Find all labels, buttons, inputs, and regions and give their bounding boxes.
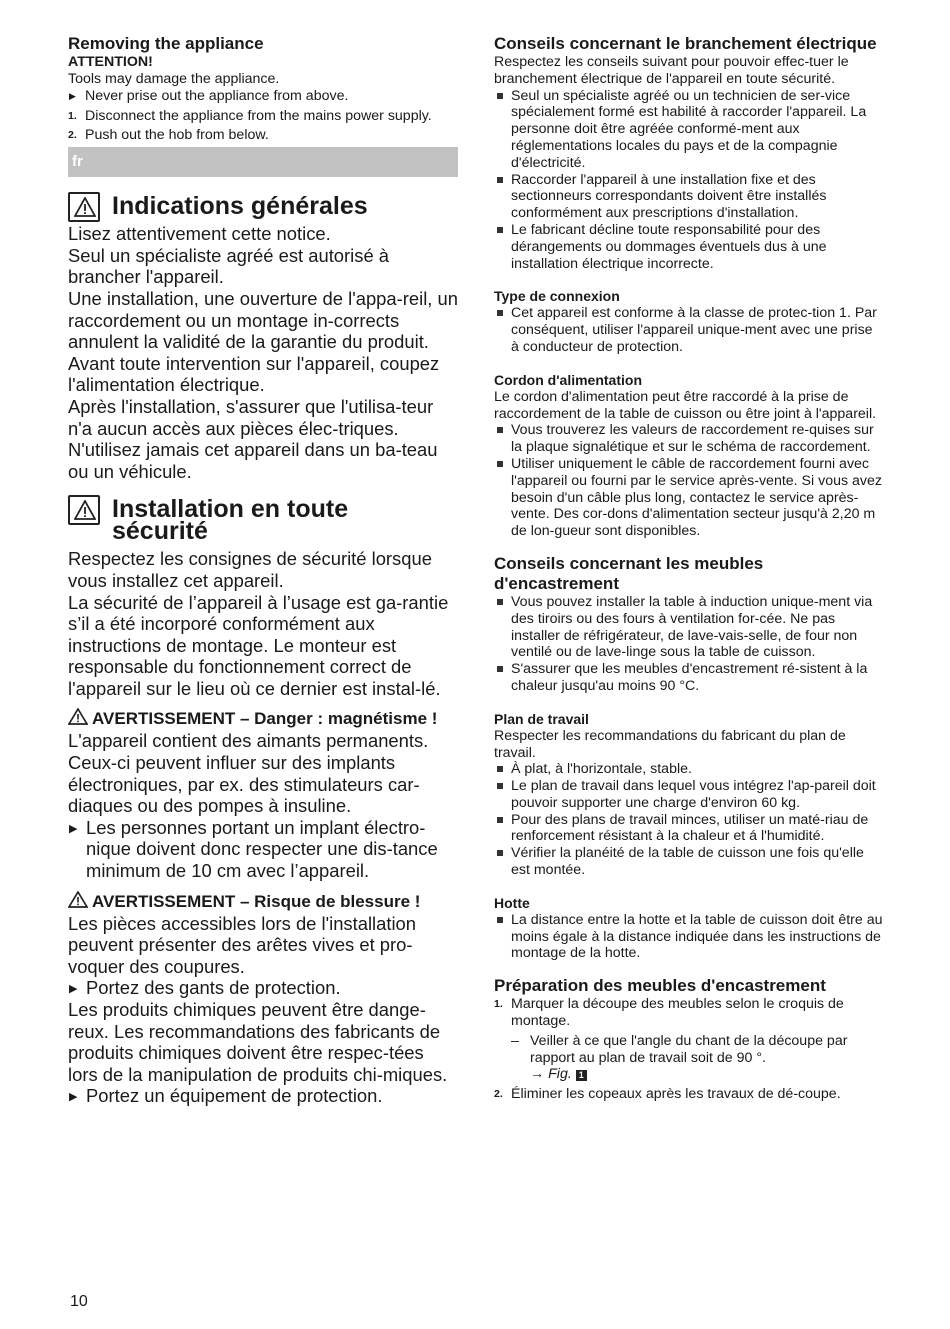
page-number: 10 xyxy=(70,1293,88,1310)
safe-install-title-line1: Installation en toute xyxy=(112,495,349,524)
general-title-text: Indications générales xyxy=(112,192,368,221)
meubles-title: Conseils concernant les meubles d'encastrement xyxy=(494,553,764,593)
list-item: Lisez attentivement cette notice. xyxy=(68,223,331,245)
removing-steps xyxy=(68,108,458,145)
language-bar: fr xyxy=(68,147,458,177)
triangle-right-icon: ▶ xyxy=(69,90,76,101)
paragraph: L'appareil contient des aimants permanents. Ceux-ci peuvent influer sur des implants électroniques, par ex. des stimulateurs car-diaques ou des pompes à insuline. xyxy=(68,730,429,817)
meubles-list xyxy=(494,594,884,695)
paragraph: La sécurité de l’appareil à l’usage est ga-rantie s’il a été incorporé conformément aux instructions de montage. Le monteur est responsable du fonctionnement correct de l'appareil sur le lieu où ce dernier est instal-lé. xyxy=(68,591,449,699)
list-item: Raccorder l'appareil à une installation fixe et des sectionneurs correspondants doivent être installés conformément aux prescriptions d'installation. xyxy=(494,172,884,222)
safe-install-body xyxy=(68,548,458,699)
removing-title: Removing the appliance xyxy=(68,34,264,53)
list-item: Le plan de travail dans lequel vous intégrez l'ap-pareil doit pouvoir supporter une charge d'environ 60 kg. xyxy=(494,778,884,812)
list-item: N'utilisez jamais cet appareil dans un ba-teau ou un véhicule. xyxy=(68,439,438,482)
substep-text: Veiller à ce que l'angle du chant de la découpe par rapport au plan de travail soit de 90 °. xyxy=(530,1032,848,1066)
safe-install-title xyxy=(68,495,458,546)
step-number: 2. xyxy=(494,1088,503,1101)
cordon-title: Cordon d'alimentation xyxy=(494,371,642,388)
list-item: Seul un spécialiste agréé est autorisé à brancher l'appareil. xyxy=(68,244,390,288)
step-number: 2. xyxy=(68,129,77,142)
prep-substep xyxy=(494,1033,884,1083)
warning-triangle-icon xyxy=(68,891,88,913)
warning-magnetism-heading xyxy=(68,708,458,730)
instruction-text: Les personnes portant un implant électro-nique doivent donc respecter une dis-tance minimum de 10 cm avec l’appareil. xyxy=(86,816,438,882)
warning-injury-heading xyxy=(68,891,458,913)
step-item xyxy=(494,1086,884,1103)
tools-warning: Tools may damage the appliance. xyxy=(68,71,280,87)
instruction xyxy=(68,977,458,999)
left-column xyxy=(68,34,458,1107)
arrow-right-icon: → xyxy=(530,1066,545,1083)
paragraph: Les produits chimiques peuvent être dange-reux. Les recommandations des fabricants de produits chimiques doivent être respec-tées lors de la manipulation de produits chi-miques. xyxy=(68,999,448,1085)
elec-title: Conseils concernant le branchement électrique xyxy=(494,34,877,53)
step-text: Éliminer les copeaux après les travaux de dé-coupe. xyxy=(511,1086,841,1103)
step-number: 1. xyxy=(68,109,77,122)
list-item: Pour des plans de travail minces, utiliser un maté-riau de renforcement résistant à la chaleur et á l'humidité. xyxy=(494,812,884,846)
plan-intro: Respecter les recommandations du fabricant du plan de travail. xyxy=(494,727,846,761)
list-item: Le fabricant décline toute responsabilité pour des dérangements ou dommages éventuels dus à une installation électrique incorrecte. xyxy=(494,222,884,272)
paragraph: Les pièces accessibles lors de l'installation peuvent présenter des arêtes vives et pro-voquer des coupures. xyxy=(68,912,417,977)
hotte-list xyxy=(494,912,884,962)
instruction-text: Portez des gants de protection. xyxy=(86,977,341,999)
paragraph: Respectez les consignes de sécurité lorsque vous installez cet appareil. xyxy=(68,548,432,591)
elec-list xyxy=(494,88,884,273)
general-title xyxy=(68,192,458,221)
list-item: Après l'installation, s'assurer que l'utilisa-teur n'a aucun accès aux pièces élec-triques. xyxy=(68,395,434,439)
list-item: Avant toute intervention sur l'appareil, coupez l'alimentation électrique. xyxy=(68,352,440,396)
triangle-right-icon: ▶ xyxy=(69,983,78,996)
cordon-intro: Le cordon d'alimentation peut être raccordé à la prise de raccordement de la table de cuisson ou être joint à l'appareil. xyxy=(494,388,877,422)
warning-magnetism-body xyxy=(68,730,458,881)
warning-triangle-icon xyxy=(68,708,88,730)
prep-title: Préparation des meubles d'encastrement xyxy=(494,976,826,996)
step-number: 1. xyxy=(494,998,503,1011)
fig-label: Fig. xyxy=(548,1066,572,1083)
list-item: La distance entre la hotte et la table de cuisson doit être au moins égale à la distance indiquée dans les instructions de montage de la hotte. xyxy=(494,912,884,962)
instruction xyxy=(68,817,458,882)
list-item: Seul un spécialiste agréé ou un technicien de ser-vice spécialement formé est habilité à raccorder l'appareil. La personne doit être agréée conformé-ment aux réglementations locales du pays et de la compagnie d'électricité. xyxy=(494,88,884,172)
list-item: S'assurer que les meubles d'encastrement ré-sistent à la chaleur jusqu'au moins 90 °C. xyxy=(494,661,884,695)
attention-label: ATTENTION! xyxy=(68,54,153,70)
hotte-title: Hotte xyxy=(494,894,530,911)
list-item: Vérifier la planéité de la table de cuisson une fois qu'elle est montée. xyxy=(494,845,884,879)
list-item: À plat, à l'horizontale, stable. xyxy=(494,761,884,778)
plan-title: Plan de travail xyxy=(494,710,589,727)
cordon-list xyxy=(494,422,884,540)
warning-icon xyxy=(68,495,100,525)
list-item: Utiliser uniquement le câble de raccordement fourni avec l'appareil ou fourni par le service après-vente. Si vous avez besoin d'un câble plus long, contactez le service après-vente. Des cor-dons d'alimentation secteur jusqu'à 2,20 m de lon-gueur sont disponibles. xyxy=(494,456,884,540)
figure-reference xyxy=(530,1066,884,1083)
step-text: Push out the hob from below. xyxy=(85,127,269,144)
right-column xyxy=(494,34,884,1103)
step-text: Disconnect the appliance from the mains power supply. xyxy=(85,107,432,124)
warning-icon xyxy=(68,192,100,222)
safe-install-title-line2: sécurité xyxy=(112,517,208,546)
list-item: Une installation, une ouverture de l'appa-reil, un raccordement ou un montage in-corrects annulent la validité de la garantie du produit. xyxy=(68,287,458,353)
plan-list xyxy=(494,761,884,879)
step-text: Marquer la découpe des meubles selon le croquis de montage. xyxy=(511,996,844,1030)
figure-number-badge: 1 xyxy=(576,1070,587,1081)
instruction-text: Never prise out the appliance from above. xyxy=(85,87,349,104)
connexion-title: Type de connexion xyxy=(494,288,620,305)
list-item: Vous trouverez les valeurs de raccordement re-quises sur la plaque signalétique et sur le schéma de raccordement. xyxy=(494,422,884,456)
list-item: Cet appareil est conforme à la classe de protec-tion 1. Par conséquent, utiliser l'appareil unique-ment avec une prise à conducteur de protection. xyxy=(494,305,884,355)
connexion-list xyxy=(494,305,884,355)
warning-heading-text: AVERTISSEMENT – Risque de blessure ! xyxy=(92,891,421,911)
step-item xyxy=(494,996,884,1030)
removing-section xyxy=(68,34,458,144)
elec-intro: Respectez les conseils suivant pour pouvoir effec-tuer le branchement électrique de l'appareil en toute sécurité. xyxy=(494,54,849,87)
triangle-right-icon: ▶ xyxy=(69,822,78,835)
triangle-right-icon: ▶ xyxy=(69,1091,78,1104)
never-prise-instruction xyxy=(68,88,458,105)
instruction xyxy=(68,1085,458,1107)
warning-heading-text: AVERTISSEMENT – Danger : magnétisme ! xyxy=(92,709,438,729)
list-item: Vous pouvez installer la table à induction unique-ment via des tiroirs ou des fours à ventilation for-cée. Ne pas installer de réfrigérateur, de lave-vais-selle, de four non ventilé ou de lave-linge sous la table de cuisson. xyxy=(494,594,884,661)
dash-mark: – xyxy=(511,1032,519,1049)
instruction-text: Portez un équipement de protection. xyxy=(86,1085,383,1107)
step-item xyxy=(68,127,458,144)
warning-injury-body xyxy=(68,913,458,1107)
step-item xyxy=(68,108,458,125)
general-list xyxy=(68,223,458,482)
prep-steps-2 xyxy=(494,1086,884,1103)
prep-steps xyxy=(494,996,884,1030)
